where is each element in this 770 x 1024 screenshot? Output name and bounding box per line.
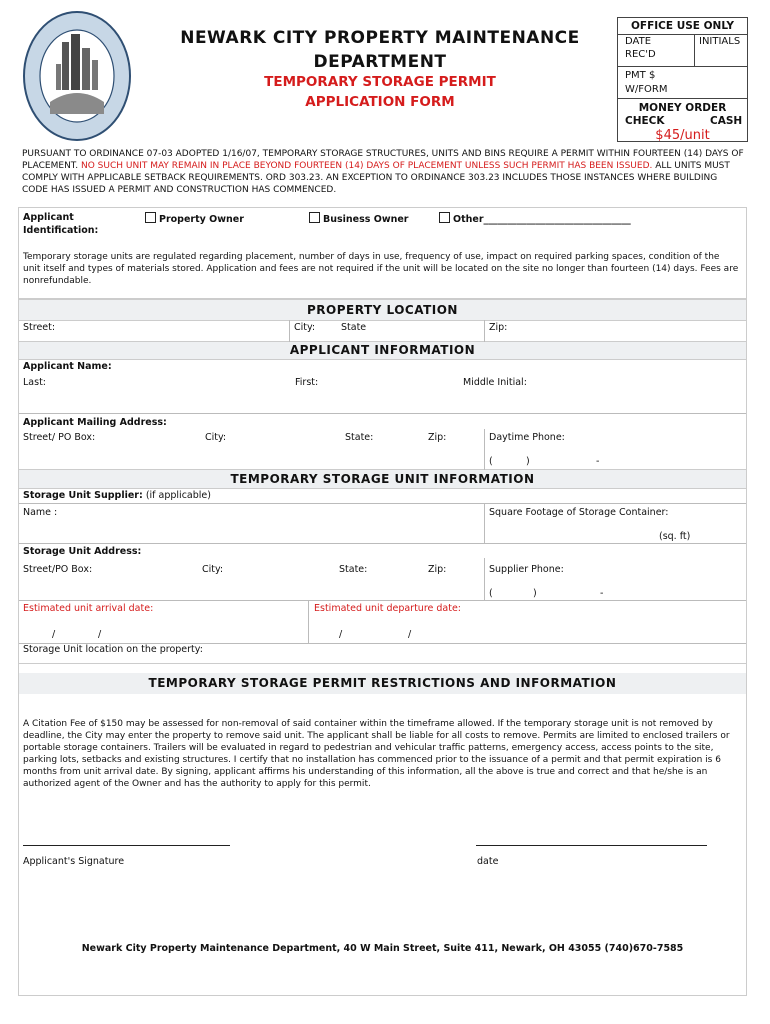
- property-city-field[interactable]: City:: [294, 322, 316, 333]
- other-checkbox[interactable]: [439, 212, 450, 223]
- last-name-field[interactable]: Last:: [23, 377, 46, 388]
- supplier-name-field[interactable]: Name :: [23, 507, 58, 518]
- business-owner-checkbox[interactable]: [309, 212, 320, 223]
- intro-part3: ALL UNITS MUST COMPLY WITH APPLICABLE SETBACK REQUIREMENTS. ORD 303.23. AN EXCEPTION TO ORDINANCE 303.23 INCLUDES THOSE INSTANCES WHERE BUILDING CODE HAS ISSUED A PERMIT AND CONSTRUCTION HAS COMMENCED.: [22, 161, 730, 195]
- arrival-date-slash-2[interactable]: /: [98, 629, 102, 640]
- storage-street-field[interactable]: Street/PO Box:: [23, 564, 93, 575]
- applicant-name-label: Applicant Name:: [23, 361, 112, 372]
- date-line[interactable]: [476, 845, 707, 846]
- supplier-label-group: [23, 490, 211, 501]
- other-text: Other: [453, 214, 484, 225]
- mailing-state-field[interactable]: State:: [345, 432, 374, 443]
- identification-label: Applicant: [23, 212, 74, 223]
- square-footage-field[interactable]: Square Footage of Storage Container:: [489, 507, 669, 518]
- cash-label: CASH: [710, 115, 743, 127]
- money-order-label: MONEY ORDER: [638, 102, 727, 114]
- form-subtitle: TEMPORARY STORAGE PERMIT: [264, 74, 496, 90]
- applicant-signature-label: Applicant's Signature: [23, 856, 125, 867]
- supplier-phone-paren-close: ): [533, 588, 537, 599]
- option-property-owner[interactable]: [145, 212, 244, 225]
- property-location-box: [18, 320, 747, 342]
- regulation-text: Temporary storage units are regulated regarding placement, number of days in use, frequency of use, impact on required parking spaces, condition of the unit itself and types of materials stored. Application and fees are not required if the unit will be located on the site no longer than fourteen (14) days. Fees are nonrefundable.: [23, 252, 739, 286]
- daytime-phone-paren-open: (: [489, 456, 493, 467]
- property-zip-field[interactable]: Zip:: [489, 322, 508, 333]
- intro-part1: PURSUANT TO ORDINANCE 07-03 ADOPTED 1/16/07, TEMPORARY STORAGE STRUCTURES, UNITS AND BINS REQUIRE A PERMIT WITHIN FOURTEEN (14) DAYS OF PLACEMENT.: [22, 149, 744, 171]
- office-use-title: OFFICE USE ONLY: [630, 20, 734, 32]
- recd-label: REC'D: [625, 49, 656, 60]
- office-use-box: [617, 17, 748, 142]
- signature-date-label: date: [477, 856, 499, 867]
- property-street-field[interactable]: Street:: [23, 322, 56, 333]
- storage-state-field[interactable]: State:: [339, 564, 368, 575]
- property-owner-checkbox[interactable]: [145, 212, 156, 223]
- identification-label-line2: Identification:: [23, 225, 99, 236]
- date-label: DATE: [625, 36, 652, 47]
- storage-address-label: Storage Unit Address:: [23, 546, 142, 557]
- option-other[interactable]: [439, 212, 631, 225]
- form-subtitle-line2: APPLICATION FORM: [305, 94, 455, 110]
- supplier-label: Storage Unit Supplier:: [23, 490, 143, 501]
- mailing-city-field[interactable]: City:: [205, 432, 227, 443]
- middle-initial-field[interactable]: Middle Initial:: [463, 377, 527, 388]
- supplier-phone-field[interactable]: Supplier Phone:: [489, 564, 564, 575]
- property-owner-text: Property Owner: [159, 214, 244, 225]
- pmt-label: PMT $: [625, 70, 656, 81]
- department-title-line2: DEPARTMENT: [313, 52, 447, 72]
- restrictions-heading: TEMPORARY STORAGE PERMIT RESTRICTIONS AND INFORMATION: [19, 673, 746, 694]
- storage-unit-heading: TEMPORARY STORAGE UNIT INFORMATION: [19, 470, 746, 488]
- ordinance-intro: [22, 148, 744, 196]
- mailing-street-field[interactable]: Street/ PO Box:: [23, 432, 96, 443]
- daytime-phone-field[interactable]: Daytime Phone:: [489, 432, 565, 443]
- departure-date-slash-1[interactable]: /: [339, 629, 343, 640]
- supplier-phone-paren-open: (: [489, 588, 493, 599]
- storage-city-field[interactable]: City:: [202, 564, 224, 575]
- applicant-info-box: [18, 359, 747, 470]
- business-owner-text: Business Owner: [323, 214, 409, 225]
- intro-warning: NO SUCH UNIT MAY REMAIN IN PLACE BEYOND FOURTEEN (14) DAYS OF PLACEMENT UNLESS SUCH PERMIT HAS BEEN ISSUED.: [80, 161, 653, 171]
- fee-amount: $45/unit: [655, 128, 710, 143]
- initials-label: INITIALS: [699, 36, 741, 47]
- square-footage-unit: (sq. ft): [659, 531, 691, 542]
- departure-date-slash-2[interactable]: /: [408, 629, 412, 640]
- footer-address: Newark City Property Maintenance Department, 40 W Main Street, Suite 411, Newark, OH 43055 (740)670-7585: [81, 943, 684, 954]
- arrival-date-label: Estimated unit arrival date:: [23, 603, 154, 614]
- departure-date-label: Estimated unit departure date:: [314, 603, 461, 614]
- wform-label: W/FORM: [625, 84, 668, 95]
- other-blank[interactable]: _______________________________: [483, 214, 631, 225]
- department-title: NEWARK CITY PROPERTY MAINTENANCE: [180, 28, 580, 48]
- mailing-address-label: Applicant Mailing Address:: [23, 417, 167, 428]
- mailing-zip-field[interactable]: Zip:: [428, 432, 447, 443]
- restrictions-text: A Citation Fee of $150 may be assessed for non-removal of said container within the timeframe allowed. If the temporary storage unit is not removed by deadline, the City may enter the property to remove said unit. The applicant shall be liable for all costs to remove. Permits are limited to enclosed trailers or portable storage containers. Trailers will be evaluated in regard to pedestrian and vehicular traffic patterns, emergency access, access points to the site, parking lots, setbacks and existing structures. I certify that no installation has commenced prior to the issuance of a permit and that permit expiration is 6 months from unit arrival date. By signing, applicant affirms his understanding of this information, all the above is true and correct and that he/she is an authorized agent of the Owner and has the authority to apply for this permit.: [23, 719, 730, 789]
- storage-zip-field[interactable]: Zip:: [428, 564, 447, 575]
- supplier-phone-dash: -: [600, 588, 604, 599]
- storage-location-field[interactable]: Storage Unit location on the property:: [23, 644, 203, 655]
- signature-line[interactable]: [23, 845, 230, 846]
- supplier-note: (if applicable): [145, 490, 211, 501]
- option-business-owner[interactable]: [309, 212, 408, 225]
- daytime-phone-dash: -: [596, 456, 600, 467]
- daytime-phone-paren-close: ): [526, 456, 530, 467]
- property-location-heading: PROPERTY LOCATION: [19, 299, 746, 320]
- check-label: CHECK: [625, 115, 665, 127]
- property-state-field[interactable]: State: [341, 322, 367, 333]
- first-name-field[interactable]: First:: [295, 377, 319, 388]
- arrival-date-slash-1[interactable]: /: [52, 629, 56, 640]
- applicant-info-heading: APPLICANT INFORMATION: [19, 342, 746, 359]
